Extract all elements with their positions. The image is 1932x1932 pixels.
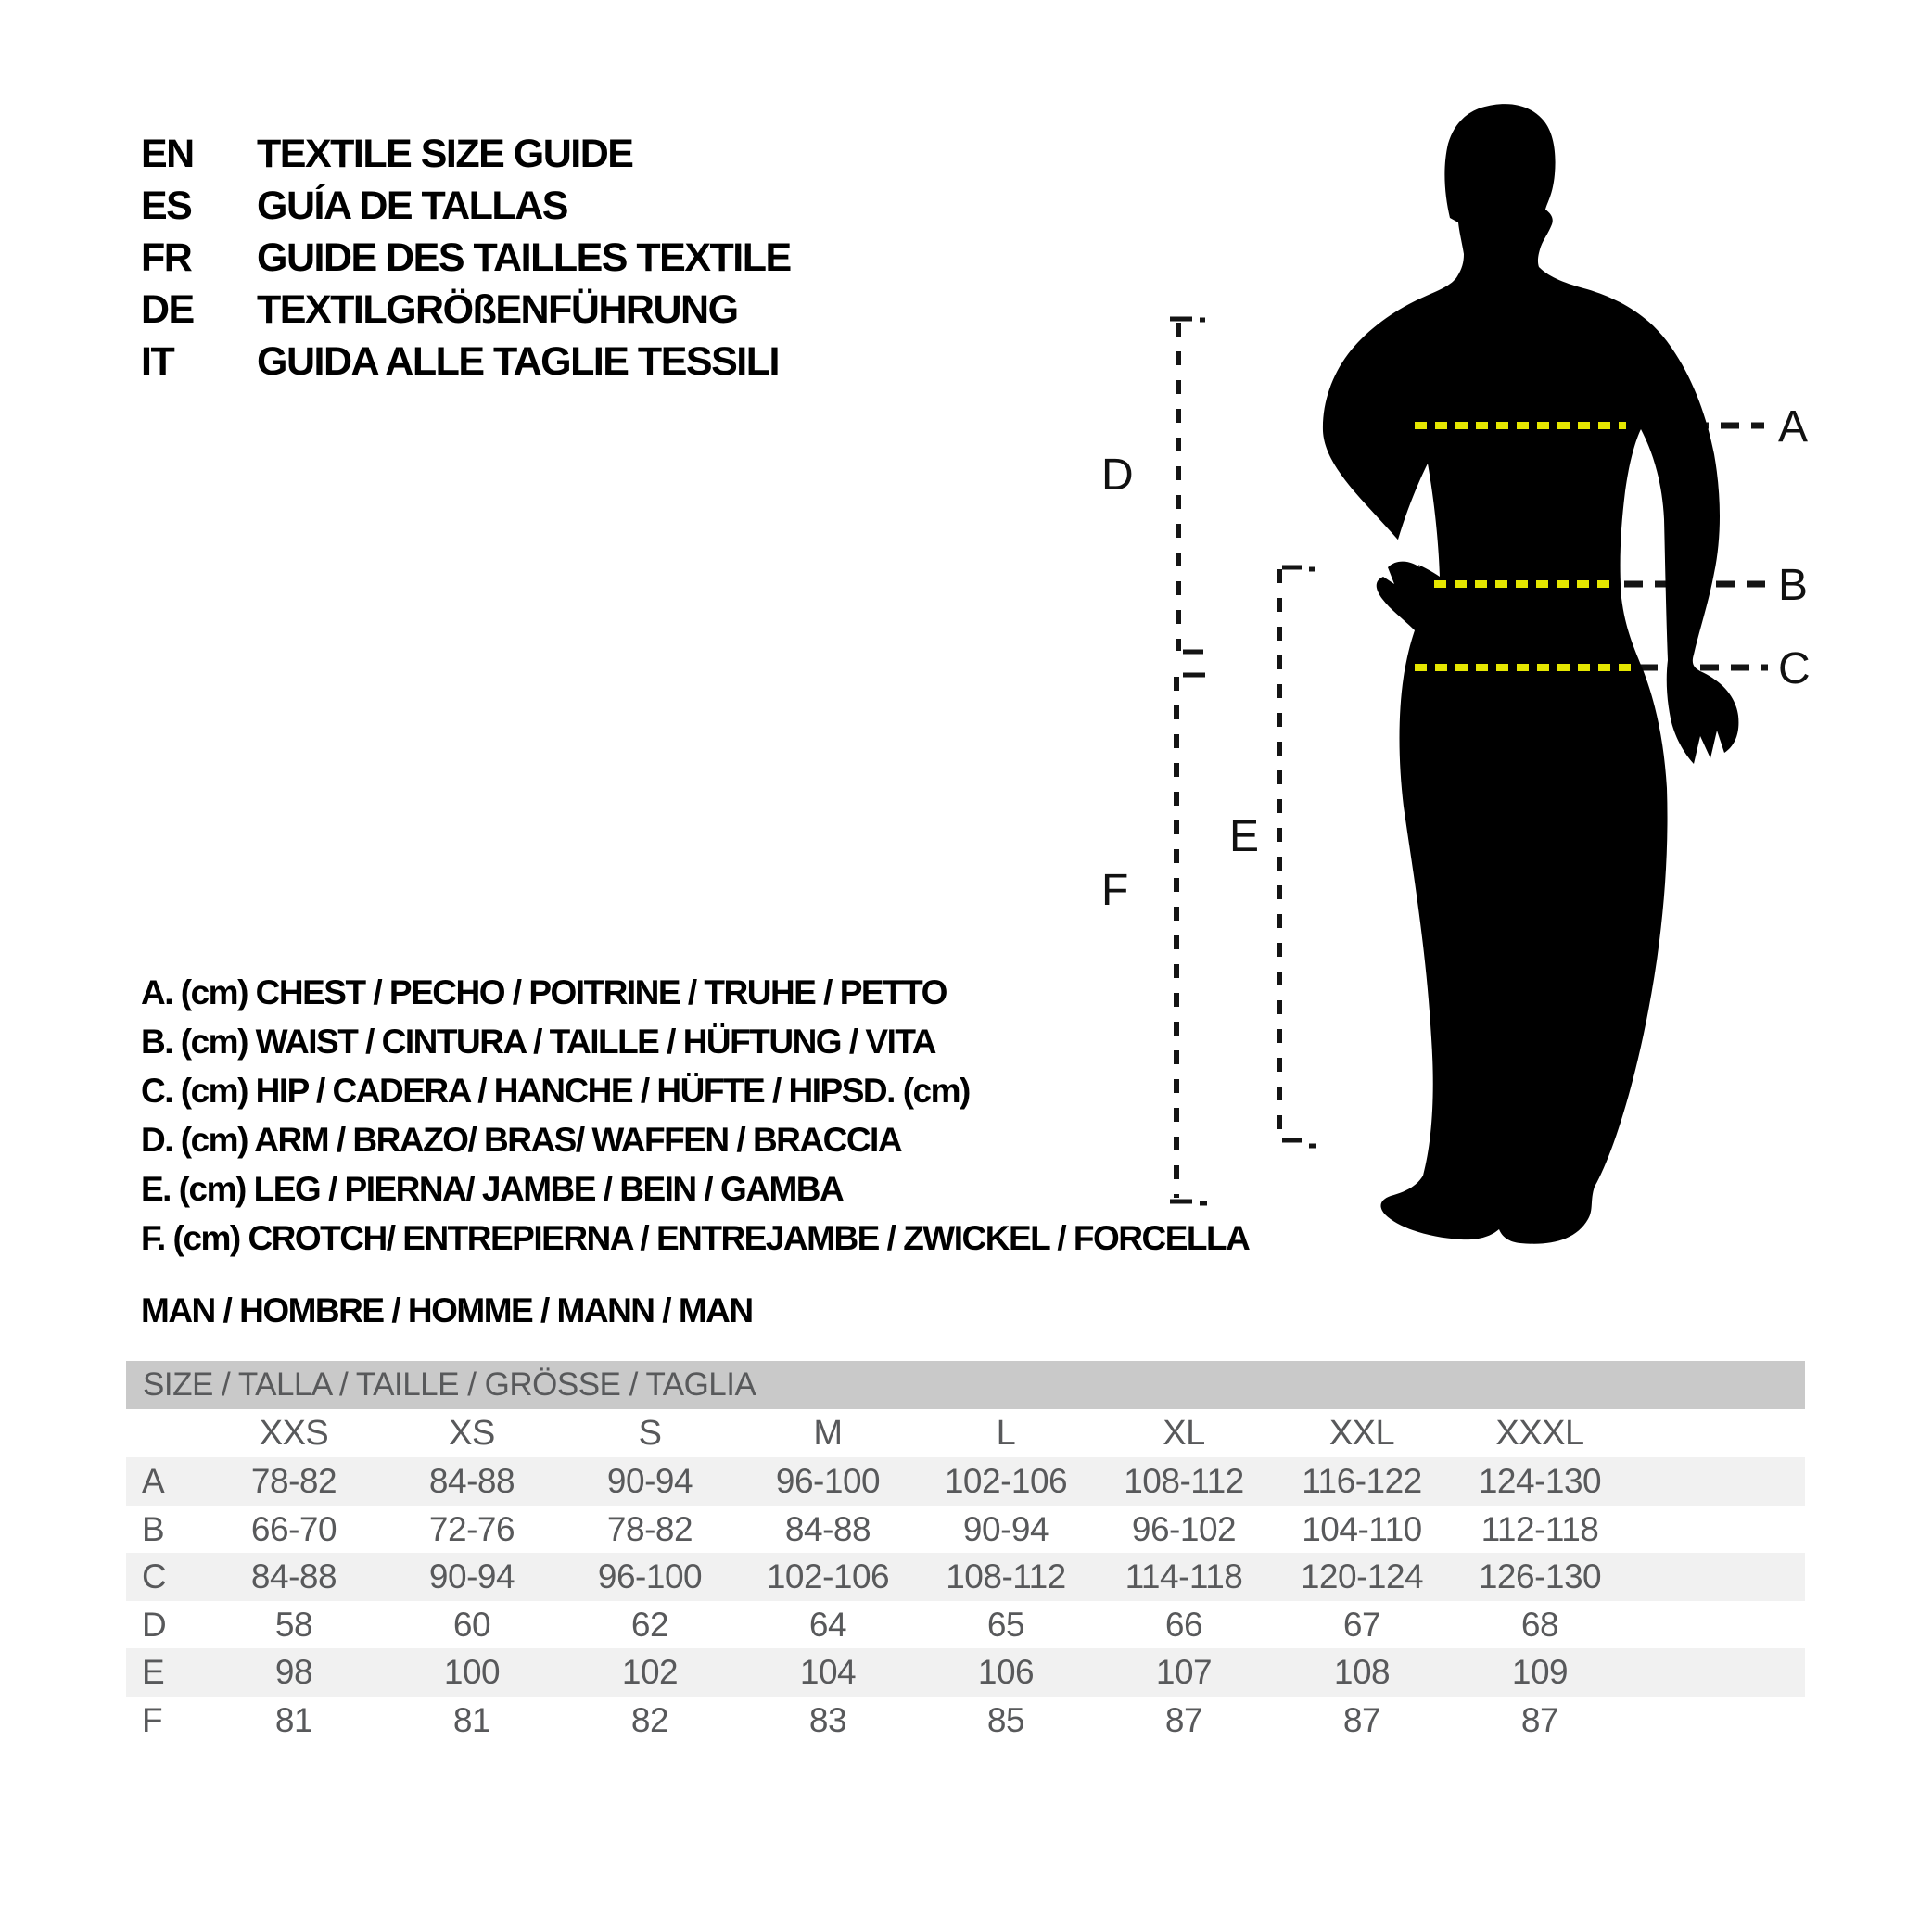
language-title: TEXTILE SIZE GUIDE (257, 132, 633, 176)
cell: 96-100 (775, 1462, 881, 1500)
cell: 124-130 (1478, 1462, 1602, 1500)
cell: 98 (274, 1653, 313, 1691)
cell: 84-88 (784, 1509, 871, 1548)
man-measurement-diagram (973, 74, 1900, 1279)
language-title: GUIDE DES TAILLES TEXTILE (257, 235, 791, 280)
language-code: ES (141, 184, 192, 228)
language-row (141, 336, 791, 388)
label-hip-c: C (1778, 644, 1810, 693)
cell: 102-106 (944, 1462, 1068, 1500)
label-crotch-f: F (1101, 866, 1128, 915)
table-row (126, 1601, 1805, 1649)
label-leg-e: E (1229, 812, 1259, 861)
cell: 96-102 (1131, 1509, 1237, 1548)
label-waist-b: B (1778, 561, 1808, 610)
cell: 81 (452, 1700, 491, 1739)
cell: 100 (443, 1653, 501, 1691)
cell: 102 (621, 1653, 679, 1691)
table-row (126, 1553, 1805, 1601)
size-col-header: XXL (1328, 1414, 1395, 1453)
cell: 66 (1164, 1605, 1203, 1644)
cell: 87 (1164, 1700, 1203, 1739)
language-row (141, 284, 791, 336)
cell: 90-94 (962, 1509, 1049, 1548)
cell: 87 (1342, 1700, 1381, 1739)
language-code: FR (141, 235, 192, 280)
label-arm-d: D (1101, 451, 1133, 500)
cell: 62 (630, 1605, 669, 1644)
cell: 120-124 (1300, 1557, 1424, 1595)
cell: 67 (1342, 1605, 1381, 1644)
cell: 90-94 (606, 1462, 693, 1500)
cell: 104-110 (1302, 1509, 1422, 1548)
row-label: E (142, 1653, 165, 1691)
cell: 126-130 (1478, 1557, 1602, 1595)
cell: 96-100 (597, 1557, 703, 1595)
cell: 116-122 (1302, 1462, 1422, 1500)
cell: 108-112 (1124, 1462, 1244, 1500)
table-row (126, 1457, 1805, 1506)
language-title: GUIDA ALLE TAGLIE TESSILI (257, 339, 779, 384)
cell: 106 (977, 1653, 1035, 1691)
size-col-header: XS (449, 1414, 495, 1453)
gender-line: MAN / HOMBRE / HOMME / MANN / MAN (141, 1291, 753, 1329)
cell: 104 (799, 1653, 857, 1691)
cell: 58 (274, 1605, 313, 1644)
cell: 82 (630, 1700, 669, 1739)
corner-cell (126, 1409, 205, 1457)
cell: 108 (1333, 1653, 1391, 1691)
language-title-block (141, 128, 791, 388)
legend-item-chest: A. (cm) CHEST / PECHO / POITRINE / TRUHE / PETTO (141, 973, 947, 1011)
size-col-header: L (996, 1414, 1016, 1453)
size-col-header: XL (1163, 1414, 1205, 1453)
language-row (141, 180, 791, 232)
legend-item-arm: D. (cm) ARM / BRAZO/ BRAS/ WAFFEN / BRACCIA (141, 1121, 902, 1159)
row-label: B (142, 1509, 165, 1548)
legend-item-crotch: F. (cm) CROTCH/ ENTREPIERNA / ENTREJAMBE / ZWICKEL / FORCELLA (141, 1219, 1250, 1257)
size-table (126, 1361, 1805, 1744)
cell: 84-88 (250, 1557, 337, 1595)
table-row (126, 1697, 1805, 1745)
man-silhouette (1323, 104, 1738, 1244)
language-code: EN (141, 132, 194, 176)
cell: 78-82 (606, 1509, 693, 1548)
cell: 108-112 (946, 1557, 1066, 1595)
row-label: A (142, 1462, 165, 1500)
cell: 72-76 (428, 1509, 515, 1548)
cell: 114-118 (1125, 1557, 1243, 1595)
size-col-header: S (638, 1414, 662, 1453)
cell: 90-94 (428, 1557, 515, 1595)
size-col-header: XXS (259, 1414, 329, 1453)
row-label: F (142, 1700, 163, 1739)
size-table-column-headers (126, 1409, 1805, 1457)
cell: 107 (1155, 1653, 1213, 1691)
table-row (126, 1648, 1805, 1697)
size-col-header: XXXL (1495, 1414, 1584, 1453)
legend-item-hip: C. (cm) HIP / CADERA / HANCHE / HÜFTE / HIPSD. (cm) (141, 1072, 970, 1110)
language-row (141, 128, 791, 180)
cell: 85 (986, 1700, 1025, 1739)
cell: 65 (986, 1605, 1025, 1644)
label-chest-a: A (1778, 402, 1808, 451)
language-title: GUÍA DE TALLAS (257, 184, 567, 228)
language-row (141, 232, 791, 284)
legend-item-leg: E. (cm) LEG / PIERNA/ JAMBE / BEIN / GAMBA (141, 1170, 844, 1208)
cell: 87 (1520, 1700, 1559, 1739)
table-row (126, 1506, 1805, 1554)
cell: 109 (1511, 1653, 1569, 1691)
cell: 81 (274, 1700, 313, 1739)
cell: 112-118 (1481, 1509, 1599, 1548)
language-code: DE (141, 287, 194, 332)
cell: 60 (452, 1605, 491, 1644)
legend-item-waist: B. (cm) WAIST / CINTURA / TAILLE / HÜFTUNG / VITA (141, 1023, 935, 1061)
cell: 66-70 (250, 1509, 337, 1548)
size-table-title-bar: SIZE / TALLA / TAILLE / GRÖSSE / TAGLIA (126, 1361, 1805, 1409)
cell: 83 (808, 1700, 847, 1739)
cell: 78-82 (250, 1462, 337, 1500)
language-code: IT (141, 339, 174, 384)
language-title: TEXTILGRÖßENFÜHRUNG (257, 287, 738, 332)
row-label: D (142, 1605, 167, 1644)
cell: 102-106 (766, 1557, 890, 1595)
cell: 64 (808, 1605, 847, 1644)
row-label: C (142, 1557, 167, 1595)
size-col-header: M (813, 1414, 843, 1453)
cell: 84-88 (428, 1462, 515, 1500)
cell: 68 (1520, 1605, 1559, 1644)
